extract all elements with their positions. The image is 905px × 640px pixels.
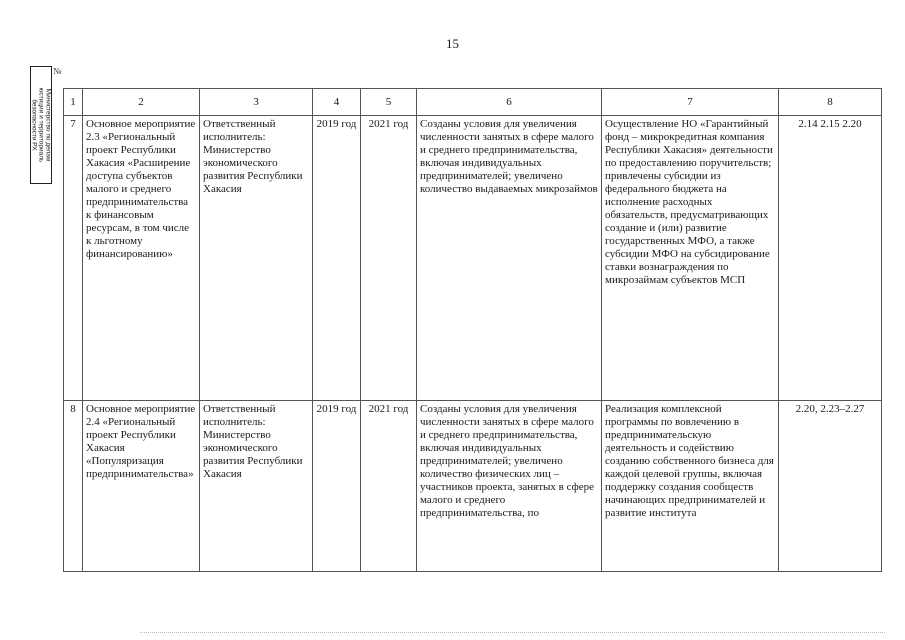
table-row [64, 116, 882, 401]
stamp-line: безопасности РХ [30, 99, 38, 151]
indicators-cell: 2.20, 2.23–2.27 [779, 401, 882, 572]
activity-cell: Основное мероприятие 2.4 «Региональный проект Республики Хакасия «Популяризация предпринимательства» [83, 401, 200, 572]
program-activities-table [63, 88, 882, 572]
indicators-cell: 2.14 2.15 2.20 [779, 116, 882, 401]
stamp-line: Министерство по делам [44, 88, 52, 162]
start-year-cell: 2019 год [313, 401, 361, 572]
start-year-cell: 2019 год [313, 116, 361, 401]
header-cell: 6 [417, 89, 602, 116]
stamp-mark: № [53, 66, 62, 76]
executor-cell: Ответственный исполнитель: Министерство экономического развития Республики Хакасия [200, 401, 313, 572]
table-header-row [64, 89, 882, 116]
header-cell: 2 [83, 89, 200, 116]
end-year-cell: 2021 год [361, 116, 417, 401]
stamp-line: юстиции и территориаль [37, 87, 45, 163]
content-cell: Реализация комплексной программы по вовлечению в предпринимательскую деятельность и содействию созданию собственного бизнеса для каждой целевой группы, включая поддержку создания сообществ начинающих предпринимателей и развитие института [602, 401, 779, 572]
table-row [64, 401, 882, 572]
header-cell: 5 [361, 89, 417, 116]
executor-cell: Ответственный исполнитель: Министерство экономического развития Республики Хакасия [200, 116, 313, 401]
header-cell: 3 [200, 89, 313, 116]
registration-stamp [30, 66, 52, 184]
header-cell: 8 [779, 89, 882, 116]
row-number-cell: 7 [64, 116, 83, 401]
header-cell: 4 [313, 89, 361, 116]
result-cell: Созданы условия для увеличения численности занятых в сфере малого и среднего предпринимательства, включая индивидуальных предпринимателей; увеличено количество физических лиц – участников проекта, занятых в сфере малого и среднего предпринимательства, по [417, 401, 602, 572]
page-number: 15 [446, 36, 459, 51]
scan-artifact-line [140, 632, 885, 633]
activity-cell: Основное мероприятие 2.3 «Региональный проект Республики Хакасия «Расширение доступа субъектов малого и среднего предпринимательства к финансовым ресурсам, в том числе к льготному финансированию» [83, 116, 200, 401]
result-cell: Созданы условия для увеличения численности занятых в сфере малого и среднего предпринимательства, включая индивидуальных предпринимателей; увеличено количество выдаваемых микрозаймов [417, 116, 602, 401]
header-cell: 1 [64, 89, 83, 116]
content-cell: Осуществление НО «Гарантийный фонд – микрокредитная компания Республики Хакасия» деятельности по предоставлению поручительств; привлечены субсидии из федерального бюджета на исполнение расходных обязательств, предусматривающих создание и (или) развитие государственных МФО, а также субсидии МФО на субсидирование ставки вознаграждения по микрозаймам субъектов МСП [602, 116, 779, 401]
end-year-cell: 2021 год [361, 401, 417, 572]
row-number-cell: 8 [64, 401, 83, 572]
header-cell: 7 [602, 89, 779, 116]
